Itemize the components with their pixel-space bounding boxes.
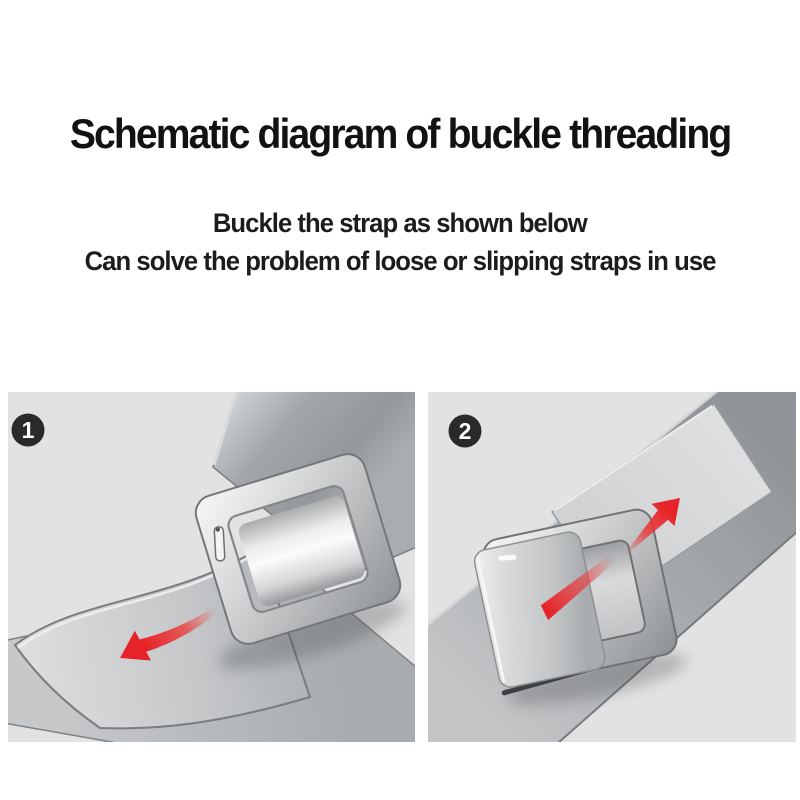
step-1-diagram bbox=[8, 392, 415, 742]
step-1-badge-number: 1 bbox=[21, 417, 35, 443]
buckle-slot bbox=[214, 527, 225, 561]
step-panel-2 bbox=[428, 392, 796, 742]
step-2-badge-number: 2 bbox=[458, 418, 472, 444]
step-2-badge bbox=[449, 415, 482, 448]
subtitle-line-2: Can solve the problem of loose or slipping straps in use bbox=[84, 246, 716, 276]
step-panel-1 bbox=[8, 392, 415, 742]
step-2-diagram bbox=[428, 392, 796, 742]
page-title-text: Schematic diagram of buckle threading bbox=[69, 110, 731, 158]
step-1-badge bbox=[12, 414, 45, 447]
subtitle-line-1: Buckle the strap as shown below bbox=[213, 208, 587, 238]
page-title bbox=[0, 111, 800, 157]
